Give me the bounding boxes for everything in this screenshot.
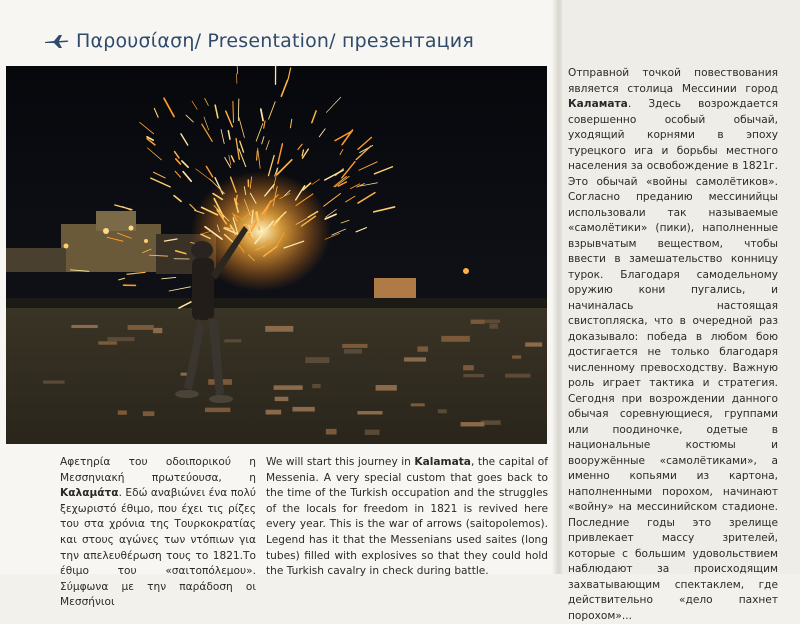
greek-city-name: Καλαμάτα [60,487,119,499]
english-city-name: Kalamata [414,456,471,468]
debris [107,337,134,341]
debris [438,409,447,413]
debris [463,374,484,377]
debris [305,357,329,363]
debris [471,320,485,324]
debris [43,381,64,384]
spark [233,101,234,122]
debris [205,408,230,412]
debris [525,342,542,346]
debris [143,411,155,416]
debris [365,430,380,435]
debris [411,403,425,406]
debris [344,349,362,354]
debris [265,326,293,332]
spark [257,151,258,160]
section-header [44,26,474,56]
english-text-column: We will start this journey in Kalamata, the capital of Messenia. A very special custom that goes back to the time of the Turkish occupation and the struggles of the locals for freedom in 1821 is revived here every year. This is the war of arrows (saitopolemos). Legend has it that the Messenians used saites (long tubes) filled with explosives so that they could hold the Turkish cavalry in check during battle. [266,455,548,580]
debris [461,422,485,426]
debris [404,357,426,361]
russian-city-name: Каламата [568,98,628,110]
debris [505,374,530,378]
debris [153,328,162,333]
debris [326,429,337,435]
debris [274,385,303,390]
debris [312,384,320,388]
debris [376,385,397,391]
debris [512,355,521,358]
debris [98,341,117,344]
airplane-icon [44,33,70,49]
debris [266,410,282,415]
debris [224,339,241,342]
debris [292,407,314,412]
debris [463,365,474,370]
debris [275,397,289,401]
greek-text-column: Αφετηρία του οδοιπορικού η Μεσσηνιακή πρωτεύουσα, η Καλαμάτα. Εδώ αναβιώνει ένα πολύ ξεχωριστό έθιμο, που έχει τις ρίζες του στα χρόνια της Τουρκοκρατίας και στους αγώνες των ντόπιων για την απελευθέρωση τους το 1821.Το έθιμο του «σαιτοπόλεμου». Σύμφωνα με την παράδοση οι Μεσσήνιοι [60,455,256,611]
debris [128,325,154,330]
russian-text-column: Отправной точкой повествования является столица Мессинии город Каламата. Здесь возрождается совершенно особый обычай, уходящий корнями в эпоху турецкого ига и борьбы местного населения за освобождение в 1821г. Это обычай «войны самолётиков». Согласно преданию мессинийцы использовали так называемые «самолётики» (пики), наполненные взрывчатым веществом, чтобы ввести в замешательство конницу турок. Благодаря самодельному оружию кони пугались, и начиналась настоящая свистопляска, что в очередной раз доказывало: победа в любом бою достигается не только благодаря численному превосходству. Важную роль играет тактика и стратегия. Сегодня при возрождении данного обычая соревнующиеся, группами или поодиночке, одетые в национальные костюмы и вооружённые «самолётиками», а именно копьями из картона, наполненными порохом, начинают «войну» на мессинийском стадионе. Последние годы это зрелище привлекает массу зрителей, которые с большим удовольствием наблюдают за происходящим захватывающим спектаклем, где действительно «дело пахнет порохом»... [568,66,778,624]
debris [71,325,97,328]
debris [417,346,428,351]
debris [357,411,382,414]
page-title: Παρουσίαση/ Presentation/ презентация [76,30,474,52]
debris [342,344,367,348]
debris [118,410,127,414]
debris [489,324,498,329]
debris [441,336,470,342]
debris [485,319,500,323]
night-fireworks-photo [6,66,547,444]
